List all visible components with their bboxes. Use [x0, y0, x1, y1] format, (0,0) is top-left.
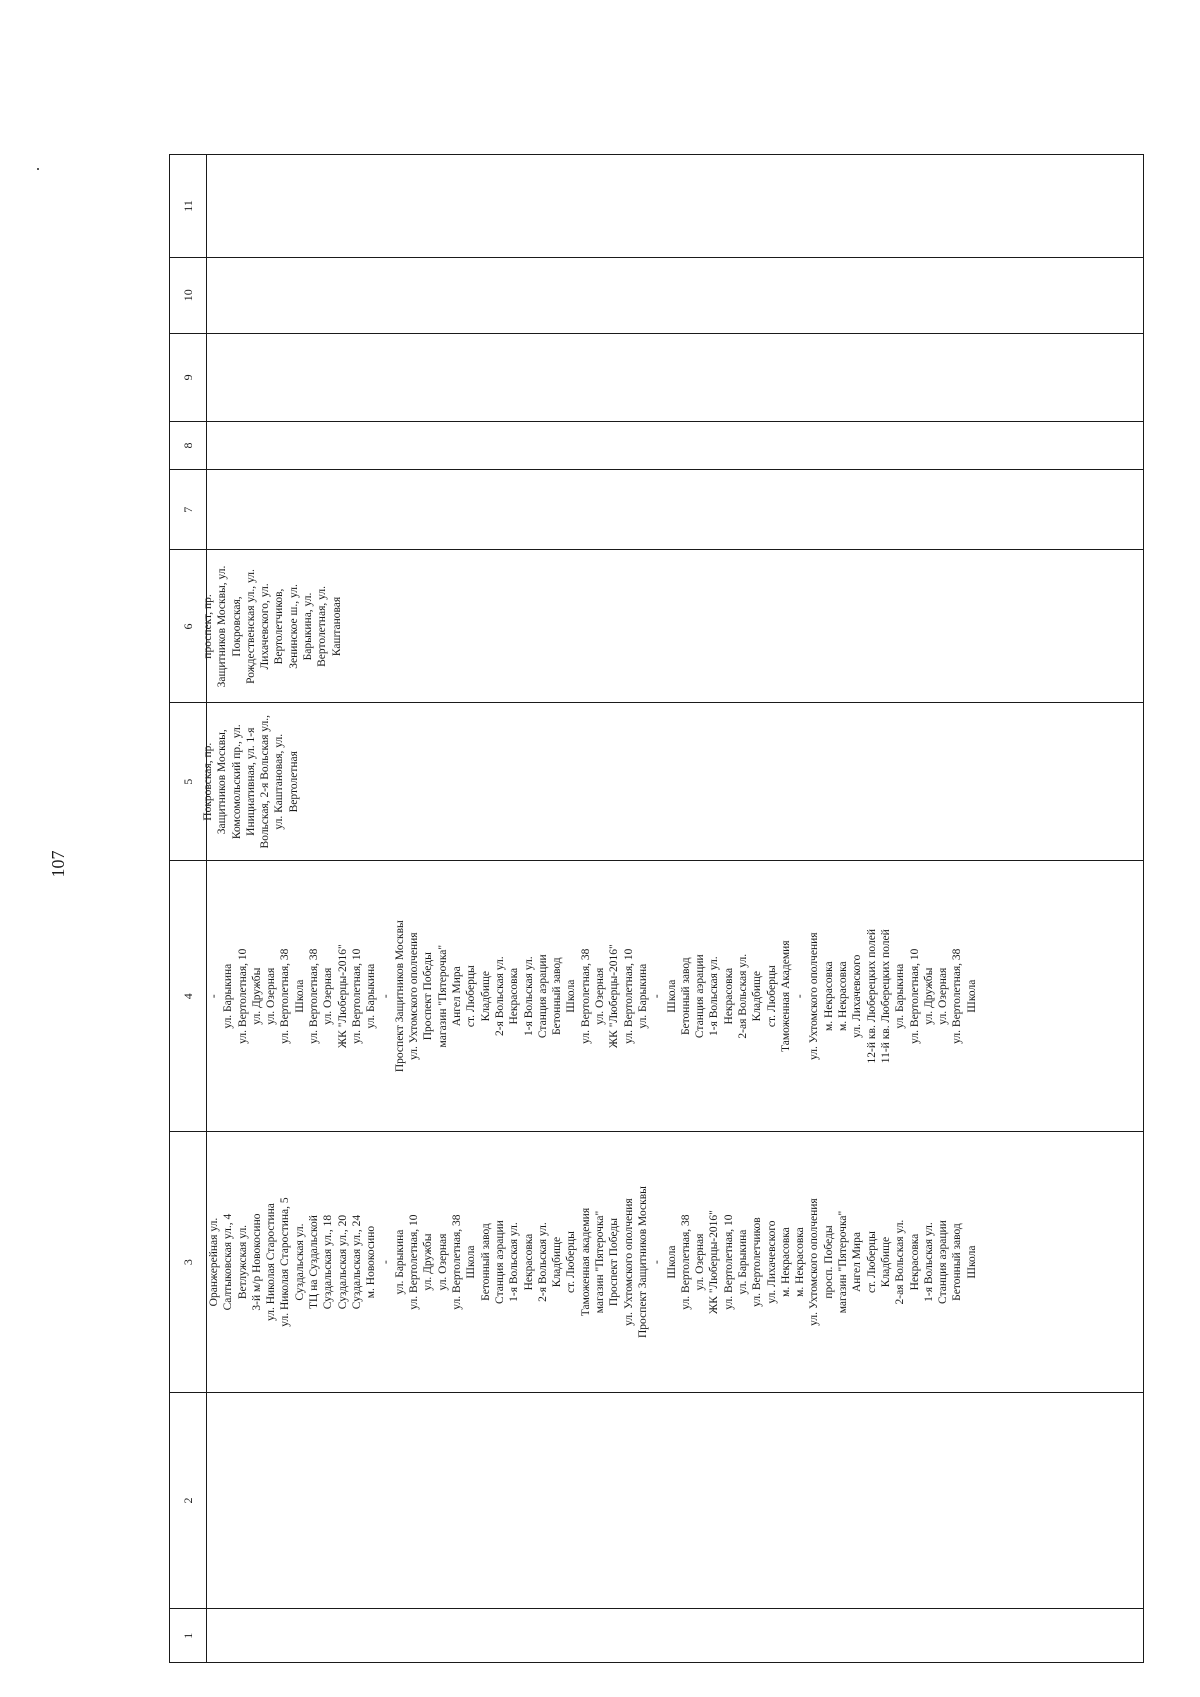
cell-col5-lines: [201, 703, 301, 860]
cell-line: Станция аэрации: [493, 1220, 506, 1304]
cell-line: ул. Каштановая, ул.: [273, 733, 286, 830]
cell-col1: [207, 1609, 1144, 1663]
cell-line: ст. Люберцы: [865, 1231, 878, 1293]
cell-line: Вольская, 2-я Вольская ул.,: [259, 715, 272, 849]
cell-col5: [202, 703, 1144, 861]
cell-line: Проспект Защитников Москвы: [393, 920, 406, 1073]
cell-line: ул. Барыкина: [736, 1229, 749, 1295]
cell-line: Бетонный завод: [479, 1223, 492, 1301]
cell-line: Школа: [965, 1245, 978, 1279]
cell-line: ЖК "Люберцы-2016": [608, 944, 621, 1049]
cell-line: Ангел Мира: [851, 1232, 864, 1293]
header-cell-7: 7: [170, 470, 207, 550]
cell-line: Некрасовка: [522, 1233, 535, 1291]
cell-line: ул. Барыкина: [636, 963, 649, 1029]
cell-line: Зенинское ш., ул.: [287, 584, 300, 669]
cell-line: ул. Барыкина: [222, 963, 235, 1029]
cell-line: 1-я Вольская ул.: [522, 956, 535, 1037]
cell-col3-lines: [207, 1132, 979, 1391]
cell-line: Суздальская ул.: [293, 1223, 306, 1301]
cell-line: Бетонный завод: [551, 957, 564, 1036]
page-number: 107: [48, 850, 68, 878]
cell-line: Вертолетчиков,: [273, 588, 286, 665]
cell-line: Защитников Москвы,: [216, 729, 229, 835]
cell-line: ул. Ухтомского ополчения: [808, 1198, 821, 1326]
cell-line: Инициативная, ул. 1-я: [244, 727, 257, 836]
cell-line: Кладбище: [479, 971, 492, 1022]
cell-line: Школа: [665, 1245, 678, 1279]
cell-line: Ветлужская ул.: [236, 1224, 249, 1300]
table-row: [207, 155, 1144, 1663]
cell-line: -: [794, 994, 807, 999]
cell-line: Лихачевского, ул.: [259, 583, 272, 670]
cell-col6-lines: [201, 550, 344, 702]
rotated-sheet: [169, 154, 1144, 1663]
header-row: [170, 155, 207, 1663]
cell-line: магазин "Пятерочка": [594, 1210, 607, 1314]
cell-line: Школа: [965, 979, 978, 1013]
cell-line: ул. Дружбы: [250, 967, 263, 1025]
header-cell-4: 4: [170, 860, 207, 1131]
cell-line: Рождественская ул., ул.: [244, 569, 257, 684]
cell-line: Проспект Победы: [608, 1218, 621, 1307]
cell-line: ул. Вертолетная, 38: [279, 948, 292, 1044]
cell-line: Некрасовка: [722, 967, 735, 1025]
cell-line: Бетонный завод: [679, 957, 692, 1036]
cell-line: ЖК "Люберцы-2016": [336, 944, 349, 1049]
cell-line: Школа: [565, 979, 578, 1013]
cell-line: ул. Дружбы: [422, 1233, 435, 1291]
routes-table: [169, 154, 1144, 1663]
cell-col8: [207, 422, 1144, 470]
cell-line: Суздальская ул., 24: [350, 1214, 363, 1310]
cell-line: ул. Вертолетная, 38: [308, 948, 321, 1044]
cell-line: ул. Барыкина: [365, 963, 378, 1029]
cell-line: ст. Люберцы: [565, 1231, 578, 1293]
cell-line: ул. Дружбы: [922, 967, 935, 1025]
cell-line: 12-й кв. Люберецких полей: [865, 928, 878, 1064]
cell-line: ул. Вертолетная, 10: [908, 948, 921, 1044]
cell-line: м. Некрасовка: [794, 1227, 807, 1297]
cell-line: ул. Лихачевского: [765, 1220, 778, 1304]
cell-line: ул. Лихачевского: [851, 954, 864, 1038]
cell-line: Ангел Мира: [451, 966, 464, 1027]
header-cell-10: 10: [170, 257, 207, 333]
cell-line: 1-я Вольская ул.: [922, 1222, 935, 1302]
cell-line: 2-я Вольская ул.: [536, 1222, 549, 1302]
cell-line: ТЦ на Суздальской: [308, 1215, 321, 1309]
cell-line: Оранжерейная ул.: [208, 1217, 220, 1307]
cell-line: ст. Люберцы: [765, 965, 778, 1028]
header-cell-11: 11: [170, 155, 207, 258]
cell-line: просп. Победы: [822, 1225, 835, 1299]
cell-line: м. Некрасовка: [837, 961, 850, 1032]
cell-line: Бетонный завод: [951, 1223, 964, 1301]
cell-line: ул. Озерная: [937, 967, 950, 1025]
cell-line: ул. Озерная: [594, 967, 607, 1025]
cell-line: м. Некрасовка: [822, 961, 835, 1032]
cell-line: 2-ая Вольская ул.: [736, 953, 749, 1039]
cell-line: 11-й кв. Люберецких полей: [879, 929, 892, 1064]
cell-line: ул. Вертолетная, 10: [622, 948, 635, 1044]
header-cell-2: 2: [170, 1392, 207, 1609]
cell-line: ул. Ухтомского ополчения: [408, 932, 421, 1060]
cell-col6: [202, 550, 1144, 703]
cell-line: ул. Вертолетная, 38: [451, 1214, 464, 1310]
cell-line: ул. Барыкина: [393, 1229, 406, 1295]
cell-line: ул. Вертолетная, 10: [350, 948, 363, 1044]
cell-line: Таможенная Академия: [779, 940, 792, 1052]
cell-line: ул. Вертолетчиков: [751, 1217, 764, 1307]
header-cell-3: 3: [170, 1132, 207, 1392]
cell-col3: [207, 1132, 1144, 1392]
cell-line: Салтыковская ул., 4: [222, 1213, 235, 1311]
cell-line: ул. Вертолетная, 10: [236, 948, 249, 1044]
cell-line: 2-я Вольская ул.: [493, 956, 506, 1037]
cell-line: ЖК "Люберцы-2016": [708, 1210, 721, 1315]
cell-line: ул. Вертолетная, 38: [679, 1214, 692, 1310]
cell-line: ул. Озерная: [694, 1233, 707, 1291]
cell-line: 3-й м/р Новокосино: [250, 1213, 263, 1311]
cell-line: -: [379, 1260, 392, 1264]
cell-line: Проспект Победы: [422, 952, 435, 1041]
cell-line: Станция аэрации: [694, 954, 707, 1039]
cell-line: Станция аэрации: [937, 1220, 950, 1304]
header-cell-1: 1: [170, 1609, 207, 1663]
cell-line: Некрасовка: [908, 1233, 921, 1291]
cell-line: Суздальская ул., 20: [336, 1214, 349, 1310]
cell-line: Школа: [293, 979, 306, 1013]
cell-line: ул. Озерная: [436, 1233, 449, 1291]
cell-line: ул. Ухтомского ополчения: [808, 932, 821, 1060]
cell-line: ул. Вертолетная, 38: [579, 948, 592, 1044]
scan-speck: [37, 168, 39, 170]
cell-line: Кладбище: [551, 1236, 564, 1288]
cell-line: -: [651, 1260, 664, 1264]
cell-line: Покровская, пр.: [202, 742, 214, 821]
cell-line: ул. Озерная: [322, 967, 335, 1025]
cell-line: Вертолетная: [287, 751, 300, 813]
cell-line: ул. Вертолетная, 10: [408, 1214, 421, 1310]
cell-col4-lines: [207, 861, 979, 1131]
cell-line: проспект, пр.: [202, 594, 214, 659]
cell-line: Школа: [665, 979, 678, 1013]
cell-line: Вертолетная, ул.: [316, 586, 329, 667]
cell-line: ст. Люберцы: [465, 965, 478, 1028]
cell-line: Защитников Москвы, ул.: [216, 565, 229, 688]
cell-line: 1-я Вольская ул.: [708, 956, 721, 1037]
cell-line: -: [651, 994, 664, 999]
cell-line: Суздальская ул., 18: [322, 1214, 335, 1310]
cell-col9: [207, 333, 1144, 421]
cell-col11: [207, 155, 1144, 258]
cell-line: м. Новокосино: [365, 1225, 378, 1299]
header-cell-9: 9: [170, 333, 207, 421]
cell-line: ул. Николая Старостина: [265, 1203, 278, 1322]
cell-line: Некрасовка: [508, 967, 521, 1025]
cell-line: ул. Николая Старостина, 5: [279, 1197, 292, 1327]
cell-line: Комсомольский пр., ул.: [230, 724, 243, 840]
cell-line: Проспект Защитников Москвы: [636, 1186, 649, 1338]
cell-col10: [207, 257, 1144, 333]
cell-line: -: [379, 994, 392, 999]
cell-line: магазин "Пятерочка": [436, 944, 449, 1048]
cell-line: 2-ая Вольская ул.: [894, 1219, 907, 1305]
cell-line: м. Некрасовка: [779, 1227, 792, 1297]
cell-line: Таможенная академия: [579, 1207, 592, 1317]
cell-line: ул. Барыкина: [894, 963, 907, 1029]
cell-line: Школа: [465, 1245, 478, 1279]
cell-col7: [207, 470, 1144, 550]
cell-line: ул. Озерная: [265, 967, 278, 1025]
cell-line: Барыкина, ул.: [302, 592, 315, 661]
cell-line: Кладбище: [751, 971, 764, 1022]
cell-col4: [207, 860, 1144, 1131]
cell-line: -: [208, 994, 220, 999]
cell-line: 1-я Вольская ул.: [508, 1222, 521, 1302]
cell-line: Каштановая: [330, 596, 343, 657]
cell-line: магазин "Пятерочка": [837, 1210, 850, 1314]
cell-line: ул. Ухтомского ополчения: [622, 1198, 635, 1326]
header-cell-8: 8: [170, 422, 207, 470]
cell-line: ул. Вертолетная, 10: [722, 1214, 735, 1310]
header-cell-5: 5: [170, 703, 207, 861]
cell-line: Кладбище: [879, 1236, 892, 1288]
cell-line: ул. Вертолетная, 38: [951, 948, 964, 1044]
cell-line: Покровская,: [230, 596, 243, 657]
header-cell-6: 6: [170, 550, 207, 703]
cell-line: Станция аэрации: [536, 954, 549, 1039]
cell-col2: [207, 1392, 1144, 1609]
